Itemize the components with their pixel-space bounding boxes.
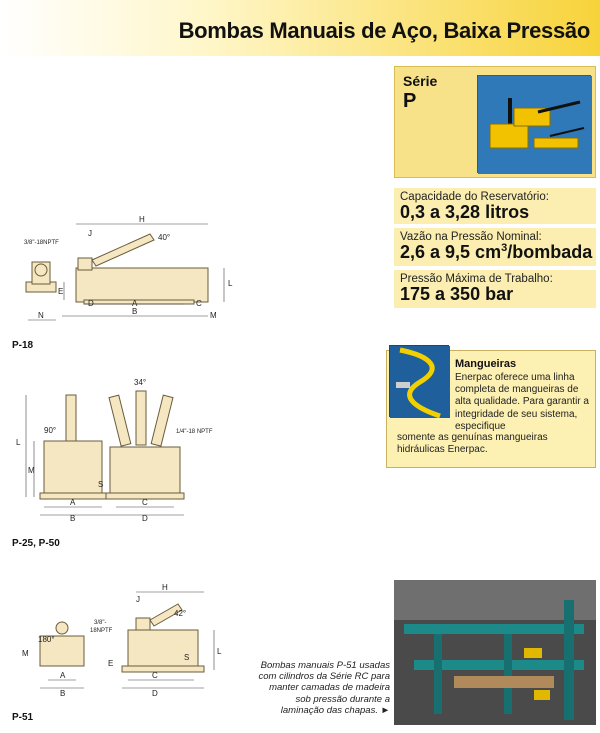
- dim-label-l: L: [217, 647, 222, 656]
- dim-label-b: B: [70, 514, 76, 523]
- caption-arrow-icon: ►: [380, 704, 390, 716]
- dim-label-s: S: [184, 653, 190, 662]
- dim-label-angle-90: 90°: [44, 426, 57, 435]
- dim-label-m: M: [22, 649, 29, 658]
- model-label-p18: P-18: [12, 340, 34, 351]
- thread-size: 3/8"-18: [24, 240, 44, 246]
- dim-label-d: D: [88, 299, 94, 308]
- dim-label-d: D: [142, 514, 148, 523]
- dim-label-thread-38: [24, 240, 59, 246]
- dim-label-angle-34: 34°: [134, 378, 147, 387]
- hose-photo: [389, 345, 449, 417]
- spec-reservoir-capacity: [394, 188, 596, 224]
- dim-label-l: L: [16, 438, 21, 447]
- series-box: [394, 66, 596, 178]
- dim-label-thread-14: [176, 429, 213, 435]
- hoses-text: Enerpac oferece uma linha completa de mangueiras de alta qualidade. Para garantir a integridade de seu sistema, especifique: [455, 372, 589, 432]
- dim-label-m: M: [210, 311, 217, 320]
- spec-max-pressure: [394, 270, 596, 308]
- hoses-text-continued: somente as genuínas mangueiras hidráulicas Enerpac.: [397, 432, 548, 456]
- page-title: Bombas Manuais de Aço, Baixa Pressão: [178, 18, 590, 43]
- dim-label-a: A: [132, 299, 138, 308]
- dim-label-nptf-b: 18NPTF: [90, 628, 113, 634]
- thread-type: NPTF: [43, 240, 59, 246]
- spec-label: Pressão Máxima de Trabalho:: [400, 273, 553, 285]
- hoses-title: Mangueiras: [455, 358, 517, 370]
- dim-label-angle-180: 180°: [38, 635, 55, 644]
- spec-value: 0,3 a 3,28 litros: [400, 202, 530, 222]
- dim-label-a: A: [60, 671, 66, 680]
- pump-product-photo: [477, 75, 591, 173]
- hoses-info-box: [386, 350, 596, 468]
- spec-label: Capacidade do Reservatório:: [400, 191, 549, 203]
- dim-label-h: H: [162, 583, 168, 592]
- dim-label-e: E: [108, 659, 114, 668]
- dim-label-b: B: [132, 307, 138, 316]
- dim-label-j: J: [88, 229, 92, 238]
- dim-label-d: D: [152, 689, 158, 698]
- dim-label-s: S: [98, 480, 104, 489]
- spec-value-sup: 3: [501, 242, 508, 254]
- spec-value: 175 a 350 bar: [400, 284, 514, 304]
- dim-label-l: L: [228, 279, 233, 288]
- p18-dimension-drawing: [0, 210, 240, 330]
- dim-label-h: H: [139, 215, 145, 224]
- dim-label-thread-38b: 3/8"-: [94, 620, 107, 626]
- spec-value-main: 2,6 a 9,5 cm: [400, 242, 502, 262]
- spec-label: Vazão na Pressão Nominal:: [400, 231, 542, 243]
- dim-label-c: C: [152, 671, 158, 680]
- photo-caption: [254, 660, 390, 716]
- dim-label-angle-40: 40°: [158, 233, 171, 242]
- spec-value-tail: /bombada: [507, 242, 593, 262]
- dim-label-e: E: [58, 287, 64, 296]
- dim-label-m: M: [28, 466, 35, 475]
- p25-p50-dimension-drawing: [10, 375, 230, 525]
- model-label-p25-p50: P-25, P-50: [12, 538, 60, 549]
- spec-flow-rate: [394, 228, 596, 266]
- caption-text: Bombas manuais P-51 usadas com cilindros da Série RC para manter camadas de madeira sob pressão durante a laminação das chapas.: [258, 660, 390, 716]
- series-code: P: [403, 90, 417, 112]
- dim-label-n: N: [38, 311, 44, 320]
- application-photo: [394, 580, 596, 725]
- spec-value: [400, 242, 592, 263]
- p51-dimension-drawing: [18, 580, 224, 704]
- dim-label-angle-42: 42°: [174, 609, 187, 618]
- model-label-p51: P-51: [12, 712, 34, 723]
- dim-label-j: J: [136, 595, 140, 604]
- thread-type: NPTF: [196, 429, 213, 435]
- dim-label-b: B: [60, 689, 66, 698]
- dim-label-a: A: [70, 498, 76, 507]
- dim-label-c: C: [196, 299, 202, 308]
- dim-label-c: C: [142, 498, 148, 507]
- series-label: Série: [403, 73, 438, 89]
- thread-size: 1/4"-18: [176, 429, 196, 435]
